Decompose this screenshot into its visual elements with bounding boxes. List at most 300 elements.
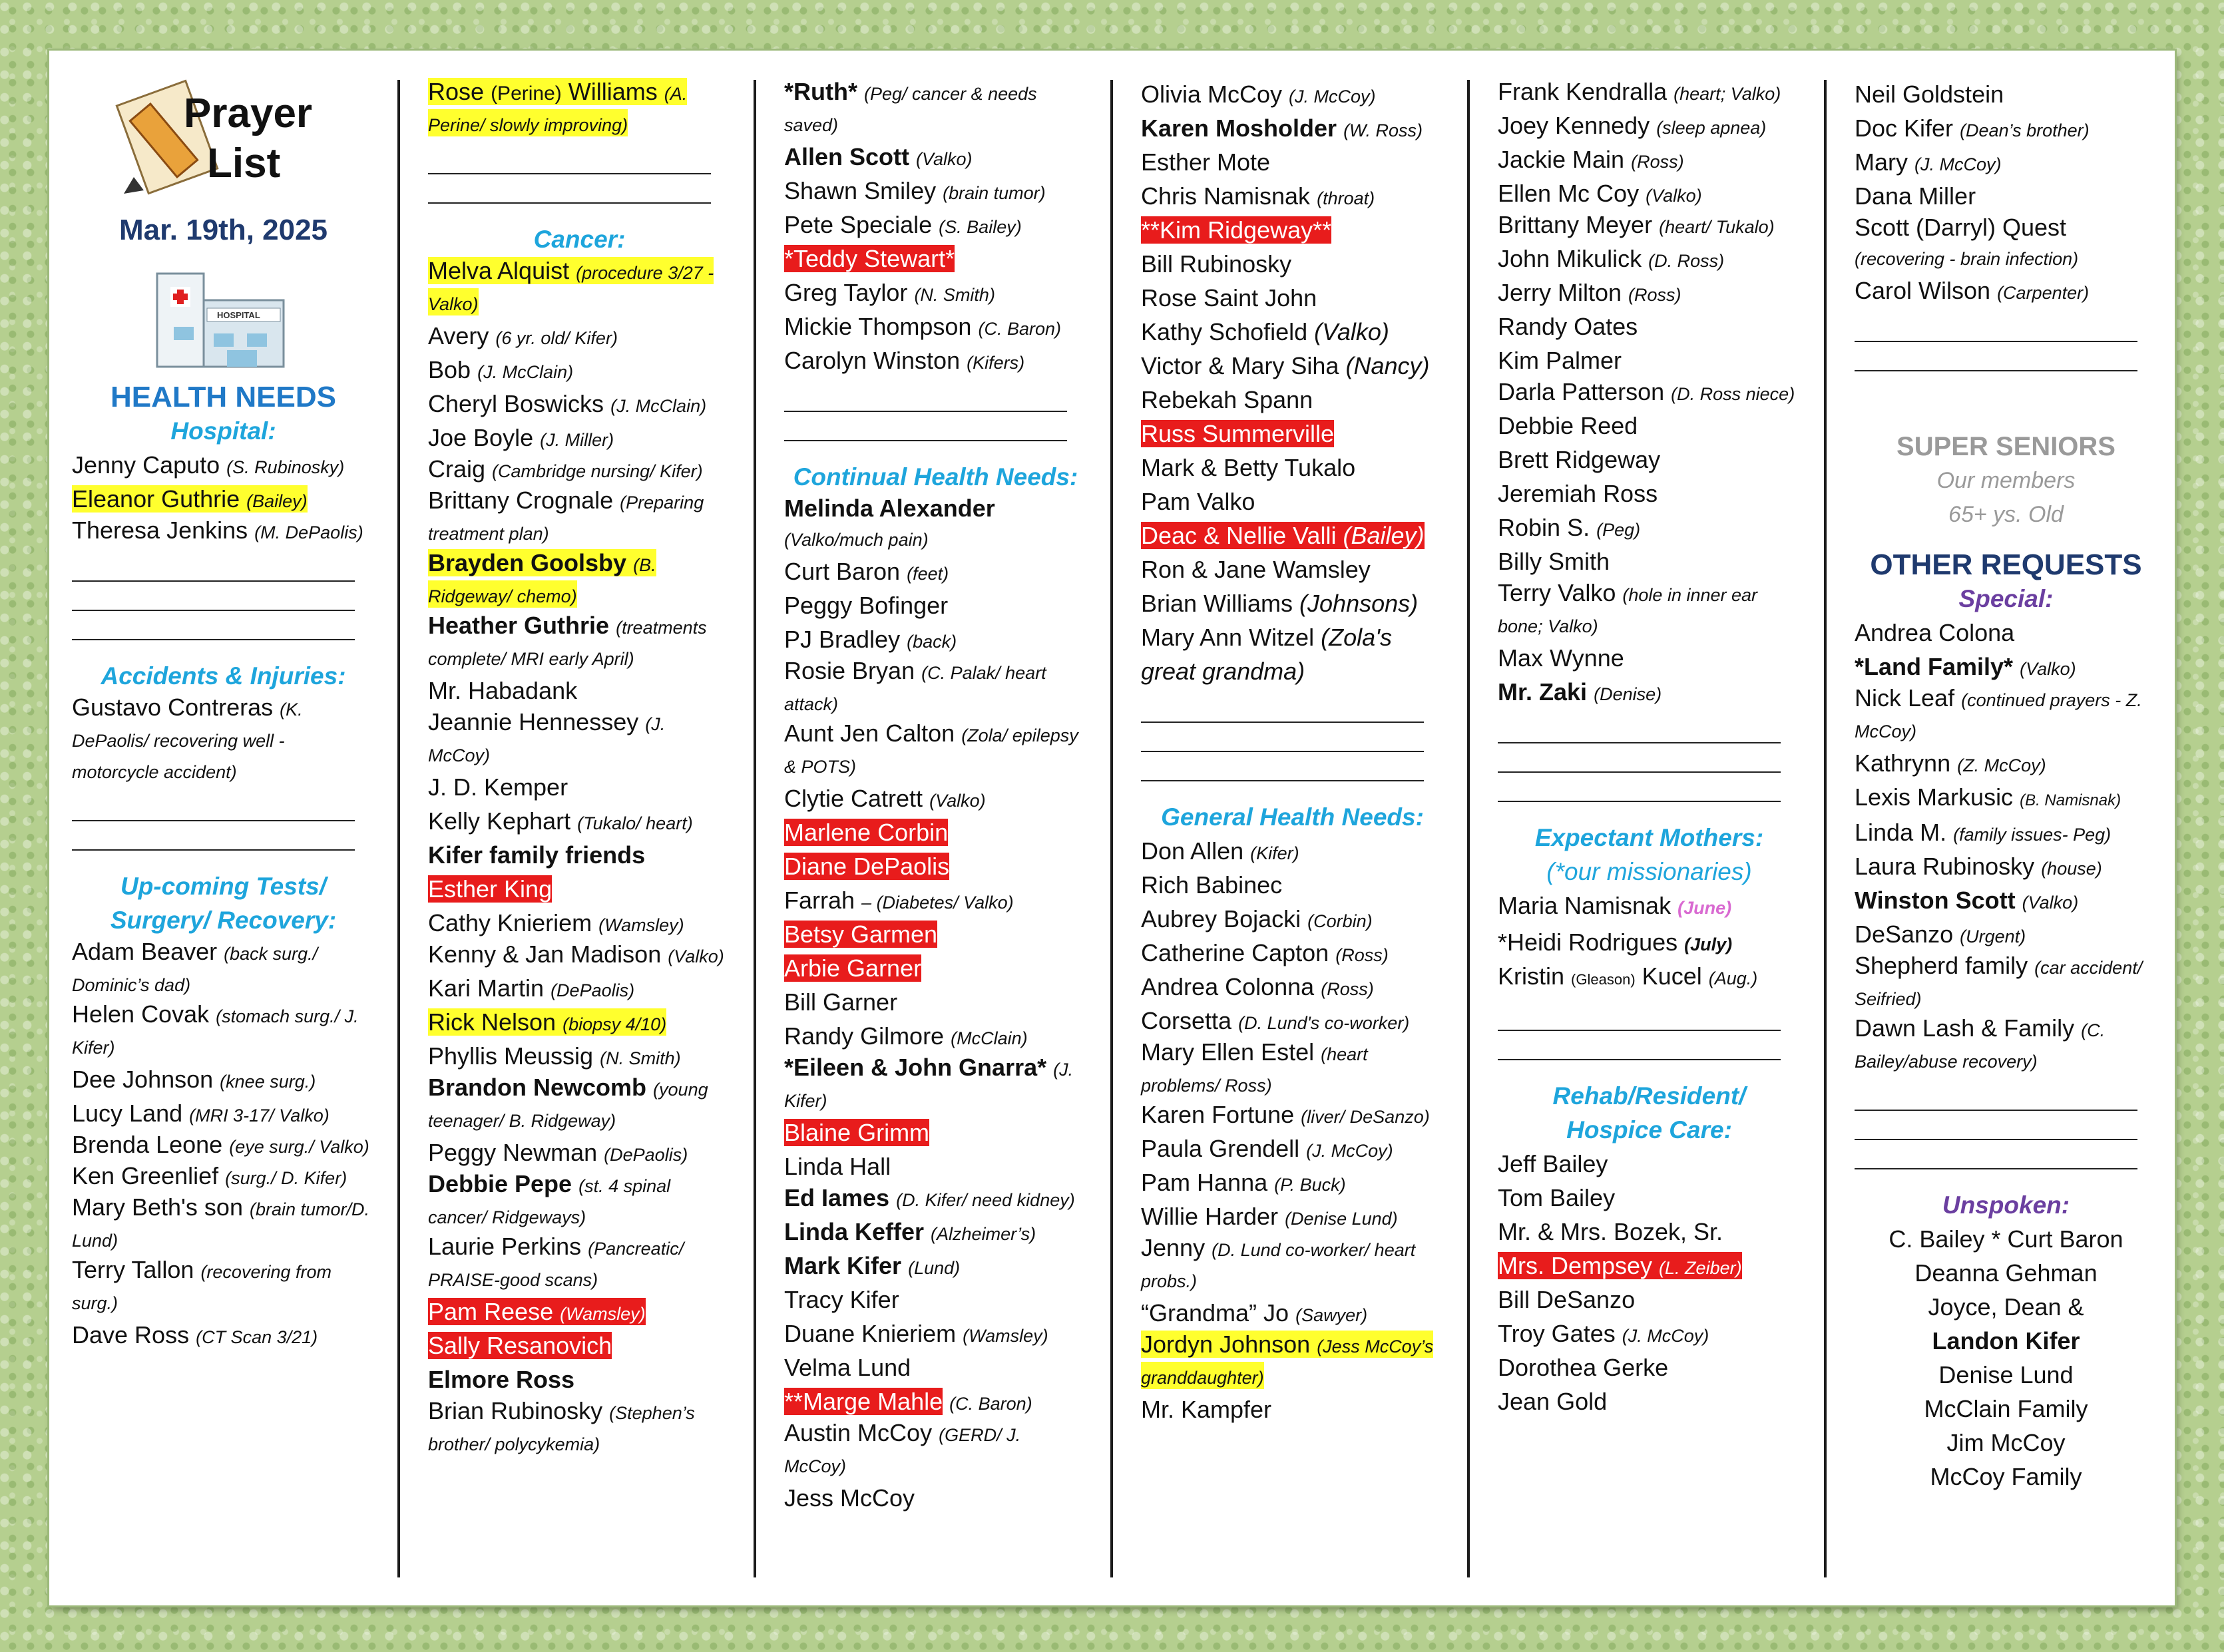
item-text: Mr. Zaki bbox=[1498, 678, 1588, 706]
blank-lines bbox=[1498, 709, 1801, 821]
list-item bbox=[1498, 675, 1801, 709]
item-text: Dawn Lash & Family bbox=[1855, 1014, 2075, 1042]
item-text: Heather Guthrie bbox=[428, 612, 610, 639]
list-item bbox=[72, 1161, 375, 1193]
item-text: Dana Miller bbox=[1855, 182, 1976, 210]
missionaries-note: (*our missionaries) bbox=[1546, 858, 1752, 885]
item-text bbox=[428, 1298, 646, 1325]
list-item bbox=[784, 1350, 1087, 1384]
item-note: (heart/ Tukalo) bbox=[1659, 217, 1775, 237]
item-note: (N. Smith) bbox=[600, 1048, 681, 1068]
list-item bbox=[1855, 213, 2157, 274]
item-text: (Zola's great grandma) bbox=[1141, 624, 1392, 685]
blank-lines bbox=[1855, 308, 2157, 390]
item-note: (Valko) bbox=[2022, 893, 2079, 913]
item-note: (Kifers) bbox=[967, 353, 1025, 373]
item-text: Terry Valko bbox=[1498, 579, 1616, 606]
item-note: (B. Namisnak) bbox=[2020, 791, 2121, 809]
item-text: *Ruth* bbox=[784, 78, 857, 105]
list-item bbox=[784, 140, 1087, 174]
item-note: (Sawyer) bbox=[1295, 1305, 1368, 1325]
list-item bbox=[1855, 849, 2157, 883]
list-item bbox=[72, 1193, 375, 1255]
item-text: Jordyn Johnson bbox=[1141, 1331, 1311, 1358]
item-text: Bill DeSanzo bbox=[1498, 1286, 1636, 1313]
item-text: *Eileen & John Gnarra* bbox=[784, 1054, 1047, 1081]
item-text: Theresa Jenkins bbox=[72, 516, 248, 544]
list-item: McCoy Family bbox=[1930, 1463, 2082, 1490]
list-item bbox=[72, 516, 375, 547]
list-item bbox=[428, 674, 731, 708]
item-note: (D. Lund's co-worker) bbox=[1238, 1013, 1410, 1033]
item-note: (Urgent) bbox=[1960, 927, 2026, 946]
item-note: (treatments complete/ MRI early April) bbox=[428, 618, 707, 669]
list-item bbox=[784, 77, 1087, 140]
item-text: (Valko) bbox=[1314, 318, 1389, 345]
rehab-heading-2: Hospice Care: bbox=[1566, 1116, 1732, 1143]
blank-lines bbox=[1498, 996, 1801, 1079]
blank-lines bbox=[72, 547, 375, 659]
item-text: Neil Goldstein bbox=[1855, 81, 2004, 108]
item-text: Laurie Perkins bbox=[428, 1233, 582, 1260]
list-item bbox=[1855, 780, 2157, 815]
list-item bbox=[1855, 111, 2157, 145]
item-text bbox=[428, 1008, 666, 1036]
item-text: **Marge Mahle bbox=[784, 1388, 943, 1415]
list-item bbox=[1855, 179, 2157, 213]
item-text: Jenny Caputo bbox=[72, 451, 220, 479]
svg-text:HOSPITAL: HOSPITAL bbox=[216, 310, 260, 320]
list-item bbox=[1141, 451, 1444, 485]
item-text: Helen Covak bbox=[72, 1000, 210, 1028]
item-text: Maria Namisnak bbox=[1498, 892, 1671, 919]
item-text: Debbie Pepe bbox=[428, 1170, 572, 1197]
list-item bbox=[1141, 1296, 1444, 1330]
item-text: Clytie Catrett bbox=[784, 785, 923, 812]
item-note: (Kifer) bbox=[1250, 843, 1299, 863]
item-text: Pam Reese bbox=[428, 1298, 554, 1325]
item-note: (July) bbox=[1684, 934, 1733, 954]
item-note: (Ross) bbox=[1321, 979, 1374, 999]
item-note: (feet) bbox=[907, 564, 949, 584]
svg-text:List: List bbox=[206, 140, 280, 186]
item-text: Tracy Kifer bbox=[784, 1286, 899, 1313]
item-text: Elmore Ross bbox=[428, 1366, 575, 1393]
item-text: *Land Family* bbox=[1855, 653, 2014, 680]
item-text: Karen Mosholder bbox=[1141, 114, 1337, 142]
list-item bbox=[1141, 213, 1444, 247]
item-note: (DePaolis) bbox=[551, 980, 635, 1000]
list-item bbox=[428, 940, 731, 971]
item-text: Karen Fortune bbox=[1141, 1101, 1295, 1128]
item-note: (surg./ D. Kifer) bbox=[225, 1168, 347, 1188]
list-item bbox=[72, 482, 375, 516]
item-text: (Perine) bbox=[491, 83, 562, 104]
list-item bbox=[1498, 276, 1801, 310]
item-note: (J. Miller) bbox=[540, 430, 614, 450]
prayer-list-page bbox=[49, 51, 2175, 1605]
item-text: Cathy Knieriem bbox=[428, 909, 592, 936]
continual-heading: Continual Health Needs: bbox=[793, 463, 1078, 491]
item-text: (June) bbox=[1677, 898, 1732, 918]
item-text bbox=[1498, 1252, 1742, 1279]
item-text: Mickie Thompson bbox=[784, 313, 972, 340]
list-item bbox=[784, 985, 1087, 1019]
item-text: Mary bbox=[1855, 148, 1908, 176]
list-item bbox=[1498, 176, 1801, 210]
column-2 bbox=[428, 77, 731, 1459]
list-item bbox=[784, 1053, 1087, 1116]
item-text: Brenda Leone bbox=[72, 1131, 223, 1158]
item-note: (eye surg./ Valko) bbox=[229, 1137, 369, 1157]
item-note: (C. Baron) bbox=[978, 319, 1062, 339]
item-note: (Zola/ epilepsy & POTS) bbox=[784, 725, 1078, 777]
item-text: Greg Taylor bbox=[784, 279, 908, 306]
item-note: (Carpenter) bbox=[1997, 283, 2090, 303]
item-text: Pete Speciale bbox=[784, 211, 933, 238]
item-note: (J. McCoy) bbox=[428, 714, 666, 765]
item-note: (S. Rubinosky) bbox=[226, 457, 345, 477]
item-text: Brittany Meyer bbox=[1498, 211, 1653, 238]
item-text: Mark Kifer bbox=[784, 1252, 902, 1279]
list-item bbox=[784, 1249, 1087, 1283]
list-item bbox=[1141, 620, 1444, 688]
list-item bbox=[428, 1039, 731, 1073]
list-item bbox=[1855, 746, 2157, 780]
hospital-icon bbox=[154, 260, 294, 373]
item-note: (Denise Lund) bbox=[1285, 1209, 1398, 1229]
rehab-heading-1: Rehab/Resident/ bbox=[1552, 1082, 1746, 1110]
list-item bbox=[72, 693, 375, 787]
list-item bbox=[784, 719, 1087, 781]
list-item bbox=[1498, 377, 1801, 409]
item-text: Nick Leaf bbox=[1855, 684, 1955, 712]
item-note: (Lund) bbox=[908, 1258, 961, 1278]
list-item: McClain Family bbox=[1924, 1395, 2088, 1422]
item-text: Brandon Newcomb bbox=[428, 1074, 647, 1101]
list-item bbox=[784, 951, 1087, 985]
item-text: Marlene Corbin bbox=[784, 819, 949, 846]
column-divider bbox=[1110, 80, 1113, 1577]
item-text: Allen Scott bbox=[784, 143, 910, 170]
item-text: Russ Summerville bbox=[1141, 420, 1335, 447]
list-item bbox=[1141, 518, 1444, 552]
item-text: Winston Scott bbox=[1855, 887, 2016, 914]
list-item bbox=[428, 1169, 731, 1232]
item-note: (recovering from surg.) bbox=[72, 1262, 332, 1313]
item-text: Kucel bbox=[1642, 962, 1702, 990]
item-note: (Aug.) bbox=[1708, 968, 1758, 988]
list-item bbox=[428, 319, 731, 353]
list-item bbox=[1141, 1038, 1444, 1100]
list-item bbox=[784, 1384, 1087, 1418]
list-item bbox=[1498, 1350, 1801, 1384]
item-note: (hole in inner ear bone; Valko) bbox=[1498, 585, 1758, 636]
list-item bbox=[1141, 902, 1444, 936]
hospital-heading: Hospital: bbox=[170, 417, 276, 445]
list-item bbox=[1498, 925, 1801, 959]
item-text: Laura Rubinosky bbox=[1855, 853, 2035, 880]
item-text: Curt Baron bbox=[784, 558, 901, 585]
item-text: Rose Saint John bbox=[1141, 284, 1317, 311]
item-note: (Dean’s brother) bbox=[1960, 120, 2090, 140]
list-item bbox=[428, 1362, 731, 1396]
item-note: (knee surg.) bbox=[220, 1072, 316, 1092]
list-item bbox=[1855, 1014, 2157, 1076]
item-text bbox=[428, 549, 656, 608]
item-note: (Pancreatic/ PRAISE-good scans) bbox=[428, 1239, 684, 1290]
item-text: Mrs. Dempsey bbox=[1498, 1252, 1653, 1279]
item-text: Shepherd family bbox=[1855, 952, 2028, 979]
list-item bbox=[1141, 349, 1444, 383]
list-item bbox=[428, 708, 731, 770]
list-item bbox=[784, 815, 1087, 849]
item-text: Jeff Bailey bbox=[1498, 1150, 1608, 1177]
super-seniors-heading: SUPER SENIORS bbox=[1896, 432, 2115, 461]
item-note: – (Diabetes/ Valko) bbox=[861, 893, 1014, 913]
list-item bbox=[428, 872, 731, 906]
list-item bbox=[1498, 1317, 1801, 1350]
list-item: Landon Kifer bbox=[1932, 1327, 2080, 1354]
list-item bbox=[784, 1481, 1087, 1515]
list-item bbox=[1855, 815, 2157, 849]
item-note: (Valko) bbox=[916, 149, 973, 169]
list-item bbox=[1141, 1199, 1444, 1233]
item-note: (J. McCoy) bbox=[1289, 87, 1376, 106]
list-item: Deanna Gehman bbox=[1914, 1259, 2098, 1287]
item-note: (biopsy 4/10) bbox=[562, 1014, 667, 1034]
list-item bbox=[72, 1318, 375, 1352]
item-text: Jean Gold bbox=[1498, 1388, 1608, 1415]
list-item bbox=[1498, 889, 1801, 925]
list-item bbox=[428, 77, 731, 140]
list-item bbox=[428, 1329, 731, 1362]
list-item bbox=[428, 971, 731, 1005]
list-item bbox=[784, 343, 1087, 377]
list-item bbox=[784, 1149, 1087, 1183]
list-item bbox=[72, 1255, 375, 1318]
item-text: Kenny & Jan Madison bbox=[428, 940, 662, 968]
list-item bbox=[784, 849, 1087, 883]
item-text: Robin S. bbox=[1498, 514, 1590, 541]
item-note: (D. Ross niece) bbox=[1671, 384, 1795, 404]
list-item bbox=[1141, 552, 1444, 586]
list-item bbox=[1498, 443, 1801, 477]
item-text: Ed Iames bbox=[784, 1184, 890, 1211]
column-divider bbox=[754, 80, 756, 1577]
item-note: (Tukalo/ heart) bbox=[577, 813, 693, 833]
item-note: (st. 4 spinal cancer/ Ridgeways) bbox=[428, 1176, 671, 1227]
list-item bbox=[1141, 1004, 1444, 1038]
list-item bbox=[1855, 951, 2157, 1014]
item-text: Randy Oates bbox=[1498, 313, 1638, 340]
item-text: Gustavo Contreras bbox=[72, 694, 274, 721]
item-note: (J. McCoy) bbox=[1914, 154, 2002, 174]
item-text: Joe Boyle bbox=[428, 424, 534, 451]
item-text: Victor & Mary Siha bbox=[1141, 352, 1339, 379]
list-item bbox=[1141, 179, 1444, 213]
list-item bbox=[428, 256, 731, 319]
list-item bbox=[784, 656, 1087, 719]
item-text: (Johnsons) bbox=[1299, 590, 1419, 617]
list-item bbox=[428, 1136, 731, 1169]
list-item bbox=[1141, 1132, 1444, 1165]
svg-text:Prayer: Prayer bbox=[183, 91, 312, 136]
item-note: (C. Bailey/abuse recovery) bbox=[1855, 1020, 2106, 1072]
upcoming-heading-2: Surgery/ Recovery: bbox=[110, 907, 337, 934]
item-note: (D. Ross) bbox=[1648, 251, 1725, 271]
item-text: Linda Keffer bbox=[784, 1218, 925, 1245]
list-item bbox=[784, 310, 1087, 343]
item-text: Mary Beth's son bbox=[72, 1193, 243, 1221]
item-note: (Bailey) bbox=[246, 491, 308, 511]
item-note: (S. Bailey) bbox=[939, 217, 1022, 237]
item-note: (Alzheimer’s) bbox=[931, 1224, 1036, 1244]
item-text: Jackie Main bbox=[1498, 146, 1625, 173]
list-item bbox=[1498, 477, 1801, 511]
item-note: (Corbin) bbox=[1307, 911, 1373, 931]
item-note: (L. Zeiber) bbox=[1659, 1258, 1742, 1278]
column-divider bbox=[397, 80, 400, 1577]
item-text: Ron & Jane Wamsley bbox=[1141, 556, 1371, 583]
column-divider bbox=[1824, 80, 1827, 1577]
item-note: (Cambridge nursing/ Kifer) bbox=[492, 461, 703, 481]
item-text: Andrea Colonna bbox=[1141, 973, 1315, 1000]
list-item bbox=[1141, 417, 1444, 451]
item-text: Rose bbox=[428, 78, 485, 105]
item-note: (throat) bbox=[1317, 188, 1375, 208]
item-text: Bill Garner bbox=[784, 988, 898, 1016]
item-text: *Heidi Rodrigues bbox=[1498, 929, 1678, 956]
item-note: (6 yr. old/ Kifer) bbox=[495, 328, 618, 348]
item-note: (heart problems/ Ross) bbox=[1141, 1044, 1368, 1096]
item-text: Peggy Newman bbox=[428, 1139, 598, 1166]
item-text: Diane DePaolis bbox=[784, 853, 950, 880]
item-note: (Valko) bbox=[1646, 186, 1702, 206]
item-note: (B. Ridgeway/ chemo) bbox=[428, 555, 656, 606]
item-note: (D. Kifer/ need kidney) bbox=[896, 1190, 1075, 1210]
item-text: Deac & Nellie Valli bbox=[1141, 522, 1337, 549]
item-note: (Wamsley) bbox=[598, 915, 684, 935]
item-note: (brain tumor/D. Lund) bbox=[72, 1199, 370, 1251]
item-text: Sally Resanovich bbox=[428, 1332, 612, 1359]
list-item bbox=[1855, 883, 2157, 917]
list-item bbox=[428, 353, 731, 387]
item-text: Duane Knieriem bbox=[784, 1320, 957, 1347]
item-text: *Teddy Stewart* bbox=[784, 245, 955, 272]
item-note: (Wamsley) bbox=[963, 1326, 1048, 1346]
list-item bbox=[1141, 1100, 1444, 1132]
item-note: (Peg/ cancer & needs saved) bbox=[784, 84, 1037, 135]
item-note: (P. Buck) bbox=[1274, 1175, 1346, 1195]
item-note: (liver/ DeSanzo) bbox=[1301, 1107, 1430, 1127]
item-note: (family issues- Peg) bbox=[1953, 825, 2112, 845]
list-item bbox=[1498, 310, 1801, 343]
item-text: Linda Hall bbox=[784, 1153, 891, 1180]
list-item bbox=[1498, 959, 1801, 996]
item-note: (D. Lund co-worker/ heart probs.) bbox=[1141, 1240, 1416, 1291]
unspoken-heading: Unspoken: bbox=[1942, 1191, 2070, 1219]
list-item bbox=[784, 781, 1087, 815]
list-item bbox=[72, 448, 375, 482]
item-text: Melva Alquist bbox=[428, 257, 570, 284]
item-text: Peggy Bofinger bbox=[784, 592, 949, 619]
list-item: Joyce, Dean & bbox=[1928, 1293, 2084, 1321]
item-text: Tom Bailey bbox=[1498, 1184, 1616, 1211]
item-text: “Grandma” Jo bbox=[1141, 1299, 1289, 1327]
item-text: Mr. Kampfer bbox=[1141, 1396, 1272, 1423]
general-heading: General Health Needs: bbox=[1161, 803, 1424, 831]
list-item bbox=[1498, 1147, 1801, 1181]
item-note: (J. McClain) bbox=[610, 396, 707, 416]
item-text: Scott (Darryl) Quest bbox=[1855, 214, 2067, 241]
item-text: Willie Harder bbox=[1141, 1203, 1279, 1230]
item-text: Mary Ellen Estel bbox=[1141, 1038, 1315, 1066]
item-text: Eleanor Guthrie bbox=[72, 485, 240, 513]
item-text: Terry Tallon bbox=[72, 1256, 194, 1283]
item-text: Avery bbox=[428, 322, 489, 349]
super-seniors-sub: Our members bbox=[1936, 468, 2076, 493]
blank-lines bbox=[1141, 688, 1444, 800]
list-item bbox=[1855, 616, 2157, 650]
other-requests-heading: OTHER REQUESTS bbox=[1870, 548, 2142, 581]
item-text: Rich Babinec bbox=[1141, 871, 1283, 899]
item-text: Bill Rubinosky bbox=[1141, 250, 1292, 278]
special-heading: Special: bbox=[1958, 585, 2054, 612]
blank-lines bbox=[428, 140, 731, 222]
item-text: Max Wynne bbox=[1498, 644, 1624, 672]
list-item bbox=[1141, 77, 1444, 111]
item-note: (J. McCoy) bbox=[1622, 1326, 1709, 1346]
list-item bbox=[784, 1283, 1087, 1317]
item-note: (CT Scan 3/21) bbox=[196, 1327, 318, 1347]
item-text: Brittany Crognale bbox=[428, 487, 614, 514]
list-item bbox=[1498, 544, 1801, 578]
list-item bbox=[1141, 281, 1444, 315]
list-item bbox=[428, 1005, 731, 1039]
item-text: Brian Rubinosky bbox=[428, 1397, 603, 1424]
list-item bbox=[428, 838, 731, 872]
column-6 bbox=[1855, 77, 2157, 1494]
item-note: (GERD/ J. McCoy) bbox=[784, 1425, 1021, 1476]
item-text: (Gleason) bbox=[1571, 971, 1636, 988]
expectant-heading: Expectant Mothers: bbox=[1534, 824, 1764, 851]
list-item bbox=[1141, 145, 1444, 179]
item-text bbox=[1141, 522, 1425, 549]
item-text: Shawn Smiley bbox=[784, 177, 937, 204]
list-item bbox=[784, 1116, 1087, 1149]
item-text: **Kim Ridgeway** bbox=[1141, 216, 1332, 244]
list-item bbox=[784, 276, 1087, 310]
list-item bbox=[1141, 1165, 1444, 1199]
item-text: Craig bbox=[428, 455, 486, 483]
item-text: Mr. & Mrs. Bozek, Sr. bbox=[1498, 1218, 1723, 1245]
list-item bbox=[1498, 1283, 1801, 1317]
list-item bbox=[428, 1073, 731, 1136]
list-item bbox=[428, 1295, 731, 1329]
item-note: (stomach surg./ J. Kifer) bbox=[72, 1006, 359, 1058]
item-note: (brain tumor) bbox=[943, 183, 1046, 203]
item-text: John Mikulick bbox=[1498, 245, 1642, 272]
item-note: (DePaolis) bbox=[604, 1145, 688, 1165]
item-note: (Ross) bbox=[1631, 152, 1684, 172]
item-text: Rick Nelson bbox=[428, 1008, 556, 1036]
item-note: (Valko/much pain) bbox=[784, 530, 929, 550]
list-item bbox=[428, 1232, 731, 1295]
list-item bbox=[784, 1215, 1087, 1249]
list-item bbox=[1498, 142, 1801, 176]
column-3 bbox=[784, 77, 1087, 1515]
